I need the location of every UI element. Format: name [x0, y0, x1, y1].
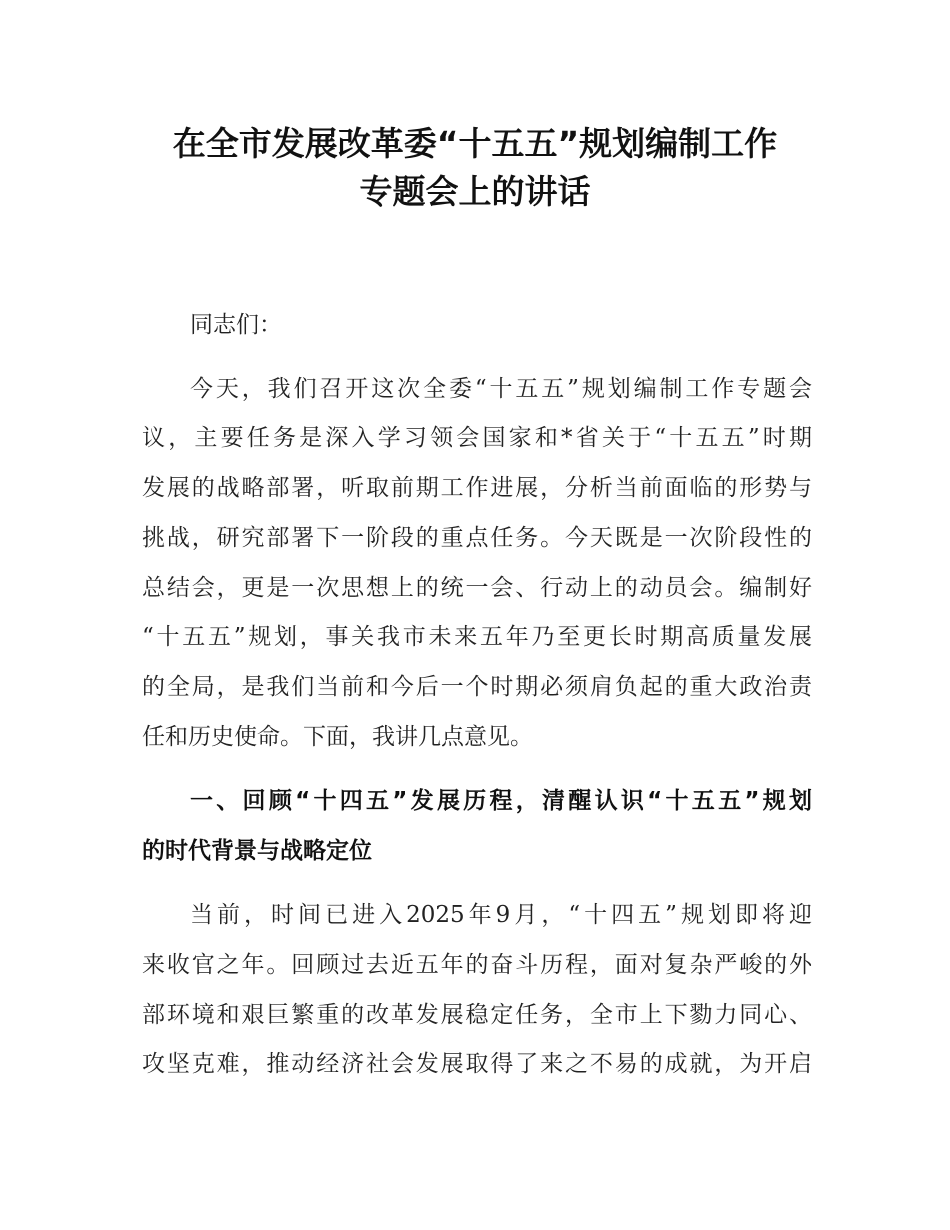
paragraph-2-line: 当前，时间已进入2025年9月，“十四五”规划即将迎 [190, 902, 812, 928]
paragraph-1-line: 挑战，研究部署下一阶段的重点任务。今天既是一次阶段性的 [142, 525, 812, 551]
paragraph-1-line: 总结会，更是一次思想上的统一会、行动上的动员会。编制好 [142, 575, 812, 601]
paragraph-1-line: 任和历史使命。下面，我讲几点意见。 [142, 724, 533, 750]
paragraph-1-line: 的全局，是我们当前和今后一个时期必须肩负起的重大政治责 [142, 674, 812, 700]
paragraph-2-line: 来收官之年。回顾过去近五年的奋斗历程，面对复杂严峻的外 [142, 952, 812, 978]
paragraph-2-line: 部环境和艰巨繁重的改革发展稳定任务，全市上下勠力同心、 [142, 1002, 812, 1028]
salutation: 同志们： [190, 312, 282, 338]
section-heading-line-1: 一、回顾“十四五”发展历程，清醒认识“十五五”规划 [190, 788, 812, 814]
document-title-line-2: 专题会上的讲话 [359, 172, 591, 211]
paragraph-1-line: 今天，我们召开这次全委“十五五”规划编制工作专题会 [190, 376, 812, 402]
paragraph-1-line: 发展的战略部署，听取前期工作进展，分析当前面临的形势与 [142, 475, 812, 501]
paragraph-2-line: 攻坚克难，推动经济社会发展取得了来之不易的成就，为开启 [142, 1051, 812, 1077]
paragraph-1-line: “十五五”规划，事关我市未来五年乃至更长时期高质量发展 [142, 624, 812, 650]
document-title-line-1: 在全市发展改革委“十五五”规划编制工作 [172, 124, 778, 163]
section-heading-line-2: 的时代背景与战略定位 [142, 838, 372, 864]
paragraph-1-line: 议，主要任务是深入学习领会国家和*省关于“十五五”时期 [142, 425, 812, 451]
